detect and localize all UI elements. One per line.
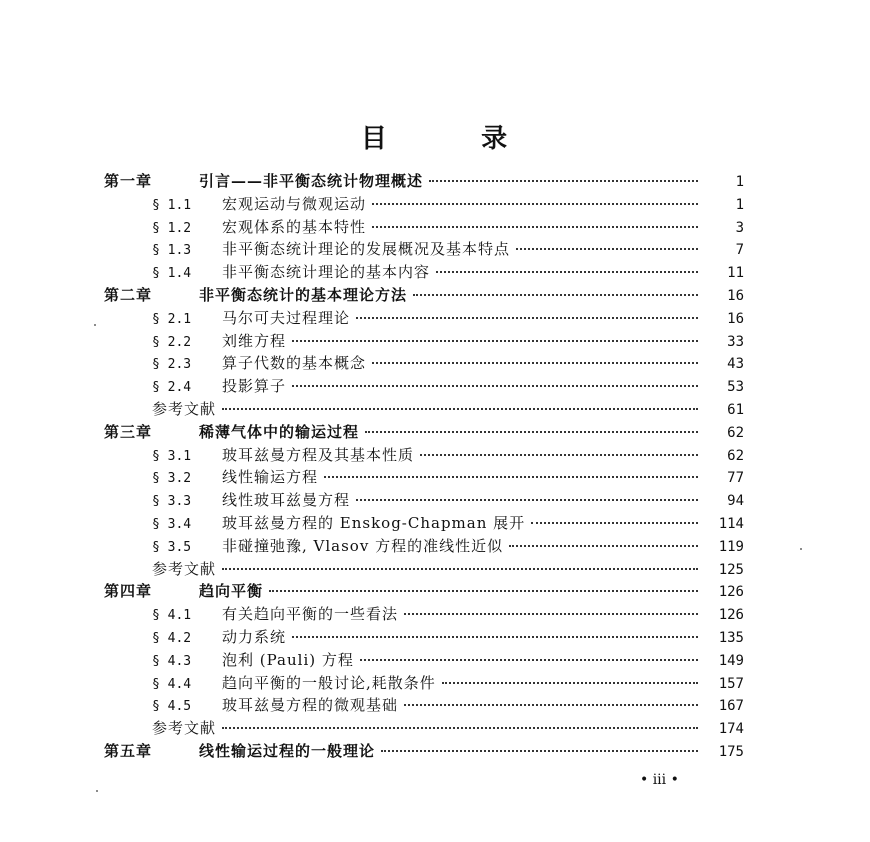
toc-entry-number: § 4.2: [152, 630, 192, 646]
dot-leader: [360, 659, 698, 661]
scan-speck: [96, 790, 98, 792]
toc-entry-number: § 3.1: [152, 448, 192, 464]
toc-entry-title: 线性玻耳兹曼方程: [222, 491, 351, 510]
toc-entry-page: 62: [727, 424, 744, 441]
toc-section-row: [104, 375, 744, 398]
toc-entry-number: § 2.3: [152, 357, 192, 373]
toc-entry-number: § 2.2: [152, 334, 192, 350]
toc-entry-number: 第五章: [104, 741, 153, 760]
dot-leader: [381, 750, 698, 752]
dot-leader: [222, 408, 698, 410]
dot-leader: [372, 203, 698, 205]
toc-chapter-row: [104, 580, 744, 603]
toc-entry-title: 线性输运方程: [222, 468, 319, 487]
toc-chapter-row: [104, 421, 744, 444]
toc-entry-page: 53: [727, 379, 744, 396]
toc-entry-page: 175: [718, 743, 744, 760]
toc-entry-number: § 4.3: [152, 653, 192, 669]
dot-leader: [372, 362, 698, 364]
toc-entry-page: 126: [718, 607, 744, 624]
dot-leader: [516, 248, 698, 250]
toc-entry-number: § 1.3: [152, 243, 192, 259]
toc-section-row: [104, 261, 744, 284]
toc-entry-title: 非平衡态统计的基本理论方法: [199, 285, 408, 304]
page-title: [0, 118, 870, 155]
dot-leader: [531, 522, 698, 524]
toc-entry-page: 149: [718, 652, 744, 669]
toc-entry-title: 稀薄气体中的输运过程: [199, 422, 360, 441]
toc-entry-number: § 4.4: [152, 676, 192, 692]
toc-entry-title: 参考文献: [152, 399, 217, 418]
dot-leader: [356, 499, 698, 501]
toc-entry-page: 125: [718, 561, 744, 578]
scan-speck: [800, 548, 802, 550]
toc-references-row: [104, 717, 744, 740]
dot-leader: [222, 568, 698, 570]
toc-entry-number: § 3.4: [152, 516, 192, 532]
toc-entry-title: 玻耳兹曼方程的 Enskog-Chapman 展开: [222, 513, 526, 532]
toc-entry-page: 11: [727, 265, 744, 282]
toc-section-row: [104, 489, 744, 512]
dot-leader: [292, 636, 698, 638]
toc-entry-page: 77: [727, 470, 744, 487]
toc-entry-title: 有关趋向平衡的一些看法: [222, 605, 399, 624]
toc-entry-number: 第三章: [104, 422, 153, 441]
toc-entry-number: § 4.1: [152, 608, 192, 624]
title-char-right: 录: [481, 124, 510, 154]
toc-entry-number: § 2.4: [152, 380, 192, 396]
toc-entry-title: 动力系统: [222, 627, 287, 646]
dot-leader: [404, 613, 698, 615]
toc-section-row: [104, 444, 744, 467]
toc-entry-page: 3: [735, 219, 744, 236]
toc-entry-page: 43: [727, 356, 744, 373]
dot-leader: [509, 545, 698, 547]
toc-entry-page: 16: [727, 287, 744, 304]
dot-leader: [429, 180, 698, 182]
toc-chapter-row: [104, 284, 744, 307]
toc-entry-number: § 3.5: [152, 539, 192, 555]
dot-leader: [292, 385, 698, 387]
toc-section-row: [104, 626, 744, 649]
toc-section-row: [104, 193, 744, 216]
toc-entry-page: 1: [735, 196, 744, 213]
toc-references-row: [104, 398, 744, 421]
toc-section-row: [104, 352, 744, 375]
dot-leader: [420, 454, 698, 456]
toc-references-row: [104, 558, 744, 581]
dot-leader: [292, 340, 698, 342]
scan-speck: [94, 324, 96, 326]
toc-entry-number: § 3.3: [152, 494, 192, 510]
toc-entry-page: 135: [718, 629, 744, 646]
toc-entry-title: 玻耳兹曼方程的微观基础: [222, 696, 399, 715]
toc-section-row: [104, 307, 744, 330]
toc-section-row: [104, 694, 744, 717]
toc-entry-page: 119: [718, 538, 744, 555]
toc-entry-title: 泡利 (Pauli) 方程: [222, 650, 354, 669]
toc-entry-number: § 2.1: [152, 311, 192, 327]
toc-section-row: [104, 216, 744, 239]
toc-entry-number: 第四章: [104, 582, 153, 601]
dot-leader: [413, 294, 698, 296]
toc-chapter-row: [104, 170, 744, 193]
toc-section-row: [104, 466, 744, 489]
toc-entry-page: 126: [718, 584, 744, 601]
toc-entry-number: 第一章: [104, 172, 153, 190]
toc-entry-number: § 1.4: [152, 266, 192, 282]
toc-entry-page: 167: [718, 698, 744, 715]
toc-entry-title: 线性输运过程的一般理论: [199, 741, 376, 760]
toc-section-row: [104, 238, 744, 261]
dot-leader: [222, 727, 698, 729]
toc-entry-page: 62: [727, 447, 744, 464]
toc-section-row: [104, 649, 744, 672]
toc-entry-number: § 4.5: [152, 699, 192, 715]
toc-entry-title: 马尔可夫过程理论: [222, 308, 351, 327]
toc-entry-title: 参考文献: [152, 719, 217, 738]
toc-entry-title: 算子代数的基本概念: [222, 354, 367, 373]
toc-entry-title: 宏观运动与微观运动: [222, 194, 367, 213]
toc-entry-title: 引言——非平衡态统计物理概述: [199, 172, 424, 190]
toc-entry-title: 趋向平衡的一般讨论,耗散条件: [222, 673, 436, 692]
toc-section-row: [104, 672, 744, 695]
toc-chapter-row: [104, 740, 744, 763]
dot-leader: [269, 590, 698, 592]
toc-entry-number: § 1.2: [152, 220, 192, 236]
toc-entry-page: 114: [718, 515, 744, 532]
toc-entry-title: 趋向平衡: [199, 582, 264, 601]
dot-leader: [356, 317, 698, 319]
toc-entry-page: 33: [727, 333, 744, 350]
dot-leader: [442, 682, 698, 684]
toc-section-row: [104, 535, 744, 558]
dot-leader: [365, 431, 698, 433]
page-number-footer: • iii •: [640, 772, 679, 788]
toc-entry-page: 61: [727, 401, 744, 418]
toc-entry-title: 参考文献: [152, 559, 217, 578]
toc-entry-title: 非平衡态统计理论的发展概况及基本特点: [222, 240, 511, 259]
toc-entry-page: 1: [735, 174, 744, 190]
title-char-left: 目: [360, 124, 389, 154]
toc-entry-page: 94: [727, 493, 744, 510]
toc-entry-page: 16: [727, 310, 744, 327]
toc-entry-page: 7: [735, 242, 744, 259]
toc-entry-number: § 3.2: [152, 471, 192, 487]
toc-section-row: [104, 603, 744, 626]
toc-section-row: [104, 512, 744, 535]
toc-entry-page: 174: [718, 721, 744, 738]
toc-section-row: [104, 330, 744, 353]
dot-leader: [324, 476, 698, 478]
dot-leader: [372, 226, 698, 228]
table-of-contents: [104, 170, 744, 763]
dot-leader: [404, 704, 698, 706]
toc-entry-number: 第二章: [104, 285, 153, 304]
toc-entry-title: 宏观体系的基本特性: [222, 217, 367, 236]
dot-leader: [436, 271, 698, 273]
toc-entry-title: 投影算子: [222, 377, 287, 396]
toc-entry-number: § 1.1: [152, 197, 192, 213]
toc-entry-title: 非平衡态统计理论的基本内容: [222, 263, 431, 282]
toc-entry-title: 非碰撞弛豫, Vlasov 方程的准线性近似: [222, 536, 504, 555]
toc-entry-title: 玻耳兹曼方程及其基本性质: [222, 445, 415, 464]
toc-entry-page: 157: [718, 675, 744, 692]
toc-entry-title: 刘维方程: [222, 331, 287, 350]
